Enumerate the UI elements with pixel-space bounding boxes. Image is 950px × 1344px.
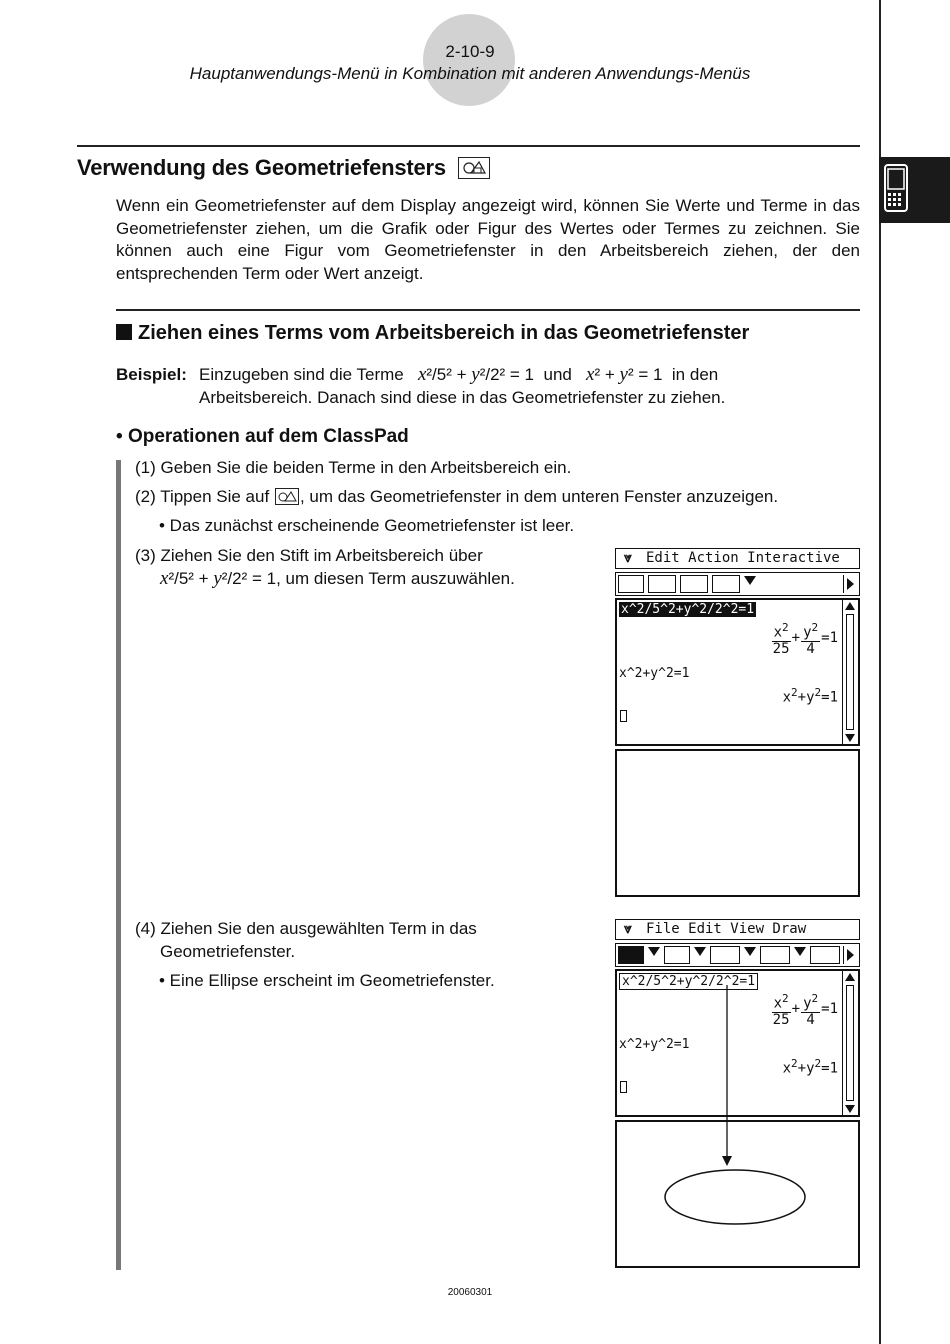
exp: 2 [791, 686, 798, 699]
input-line[interactable]: x^2+y^2=1 [619, 1037, 690, 1052]
frac-den: 25 [772, 1011, 790, 1028]
step-4-line-2: Geometriefenster. [160, 942, 296, 961]
exp: 2 [814, 686, 822, 699]
input-line[interactable]: x^2+y^2=1 [619, 666, 690, 681]
frac-num: x [773, 624, 783, 641]
operations-title-text: Operationen auf dem ClassPad [127, 426, 409, 447]
plus: + [791, 1001, 801, 1018]
eq-var: y [619, 364, 628, 385]
eq-part: ²/2² = 1 [479, 365, 535, 384]
subsection-title-text: Ziehen eines Terms vom Arbeitsbereich in das Geometriefenster [138, 322, 750, 344]
menu-items[interactable]: Edit Action Interactive [646, 550, 840, 566]
step-1: (1) Geben Sie die beiden Terme in den Arbeitsbereich ein. [135, 458, 572, 477]
exp: 2 [811, 992, 819, 1005]
out-part: =1 [821, 1060, 838, 1077]
step-2-text: , um das Geometriefenster in dem unteren Fenster anzuzeigen. [299, 487, 779, 506]
section-intro: Wenn ein Geometriefenster auf dem Display angezeigt wird, können Sie Werte und Terme in das Geometriefenster ziehen, um die Grafik oder Figur des Wertes oder Termes zu zeichnen. Sie können auch eine Figur vom Geometriefenster in den Arbeitsbereich ziehen, der den entsprechenden Term oder Wert anzeigt. [116, 196, 860, 283]
step-4-line-1: (4) Ziehen Sie den ausgewählten Term in das [135, 919, 477, 938]
frac-den: 25 [772, 640, 790, 657]
input-line-dragged[interactable]: x^2/5^2+y^2/2^2=1 [619, 973, 758, 990]
menu-items[interactable]: File Edit View Draw [646, 921, 807, 937]
eq-part: ²/5² + [168, 569, 214, 588]
frac-num: y [803, 995, 812, 1012]
step-2-text: (2) Tippen Sie auf [135, 487, 270, 506]
menu-chevron-icon[interactable]: ⩔ [624, 921, 632, 937]
eq-var: x [160, 568, 169, 589]
equals: =1 [821, 1001, 838, 1018]
page-number: 2-10-9 [445, 42, 495, 61]
exp: 2 [791, 1057, 798, 1070]
frac-den: 4 [806, 640, 815, 657]
eq-var: x [586, 364, 595, 385]
frac-den: 4 [806, 1011, 815, 1028]
footer-code: 20060301 [447, 1287, 493, 1298]
step-3-line-1: (3) Ziehen Sie den Stift im Arbeitsbereich über [135, 546, 483, 565]
out-part: x [782, 1060, 792, 1077]
example-text: Einzugeben sind die Terme [199, 365, 404, 384]
example-und: und [543, 365, 572, 384]
eq-part: ² + [594, 365, 620, 384]
eq-part: ² = 1 [627, 365, 663, 384]
eq-part: ²/2² = 1, um diesen Term auszuwählen. [221, 569, 515, 588]
eq-var: y [471, 364, 480, 385]
running-title: Hauptanwendungs-Menü in Kombination mit anderen Anwendungs-Menüs [189, 64, 751, 83]
eq-var: y [213, 568, 222, 589]
bullet-icon: • [116, 426, 123, 447]
exp: 2 [782, 992, 789, 1005]
example-line-2: Arbeitsbereich. Danach sind diese in das Geometriefenster zu ziehen. [199, 388, 726, 407]
equals: =1 [821, 630, 838, 647]
section-title-text: Verwendung des Geometriefensters [77, 155, 446, 180]
plus: + [791, 630, 801, 647]
out-part: =1 [821, 689, 838, 706]
eq-part: ²/5² + [426, 365, 472, 384]
menu-chevron-icon[interactable]: ⩔ [624, 550, 632, 566]
frac-num: y [803, 624, 812, 641]
eq-var: x [417, 364, 427, 385]
input-line-selected[interactable]: x^2/5^2+y^2/2^2=1 [621, 602, 755, 617]
exp: 2 [814, 1057, 822, 1070]
out-part: +y [797, 1060, 815, 1077]
step-2-note: • Das zunächst erscheinende Geometriefenster ist leer. [159, 516, 575, 535]
frac-num: x [773, 995, 783, 1012]
exp: 2 [811, 621, 819, 634]
step-4-note: • Eine Ellipse erscheint im Geometriefenster. [159, 971, 495, 990]
out-part: x [782, 689, 792, 706]
exp: 2 [782, 621, 789, 634]
example-label: Beispiel: [116, 365, 187, 384]
out-part: +y [797, 689, 815, 706]
example-text: in den [671, 365, 719, 384]
